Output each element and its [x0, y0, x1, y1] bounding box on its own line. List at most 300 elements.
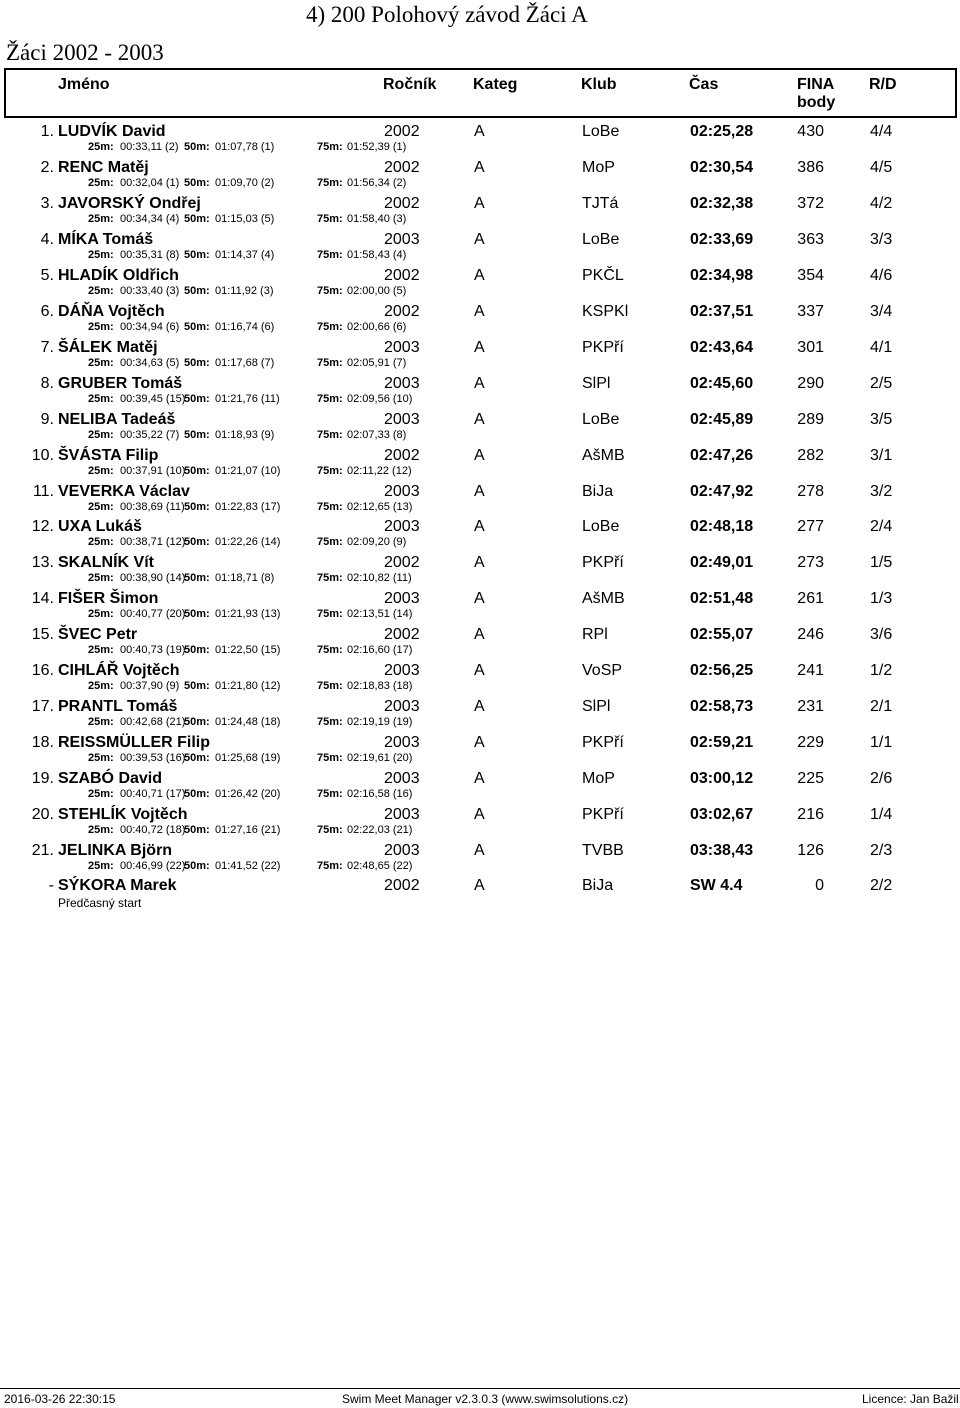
result-name: MÍKA Tomáš — [58, 231, 154, 248]
result-name: NELIBA Tadeáš — [58, 411, 176, 428]
result-category: A — [474, 303, 485, 320]
result-year: 2003 — [384, 339, 420, 356]
split-value-25: 00:34,94 (6) — [120, 321, 180, 333]
result-time: 02:47,92 — [690, 483, 754, 500]
result-club: LoBe — [582, 123, 620, 140]
split-label-50: 50m: — [184, 429, 210, 441]
split-label-75: 75m: — [317, 860, 343, 872]
result-category: A — [474, 159, 485, 176]
split-label-50: 50m: — [184, 644, 210, 656]
result-points: 289 — [797, 411, 824, 428]
result-rank: 14. — [31, 590, 54, 607]
result-year: 2002 — [384, 267, 420, 284]
result-points: 246 — [797, 626, 824, 643]
result-time: 02:33,69 — [690, 231, 754, 248]
split-label-75: 75m: — [317, 824, 343, 836]
result-points: 231 — [797, 698, 824, 715]
col-header-year: Ročník — [383, 76, 437, 93]
result-rank: 6. — [40, 303, 54, 320]
split-value-50: 01:27,16 (21) — [215, 824, 281, 836]
result-rd: 4/4 — [870, 123, 893, 140]
result-year: 2002 — [384, 877, 420, 894]
col-header-rd: R/D — [869, 76, 897, 93]
split-value-25: 00:39,53 (16) — [120, 752, 186, 764]
result-club: BiJa — [582, 877, 614, 894]
result-rd: 3/1 — [870, 447, 893, 464]
split-value-50: 01:25,68 (19) — [215, 752, 281, 764]
result-rank: 21. — [31, 842, 54, 859]
result-name: CIHLÁŘ Vojtěch — [58, 662, 180, 679]
split-value-50: 01:09,70 (2) — [215, 177, 275, 189]
split-label-25: 25m: — [88, 465, 114, 477]
split-label-75: 75m: — [317, 501, 343, 513]
result-name: JAVORSKÝ Ondřej — [58, 195, 201, 212]
split-value-75: 02:00,66 (6) — [347, 321, 407, 333]
split-value-25: 00:39,45 (15) — [120, 393, 186, 405]
split-label-50: 50m: — [184, 788, 210, 800]
result-rd: 3/5 — [870, 411, 893, 428]
result-category: A — [474, 411, 485, 428]
result-category: A — [474, 734, 485, 751]
col-header-time: Čas — [689, 76, 719, 93]
split-label-75: 75m: — [317, 429, 343, 441]
split-value-50: 01:21,07 (10) — [215, 465, 281, 477]
result-year: 2002 — [384, 447, 420, 464]
result-rank: 2. — [40, 159, 54, 176]
result-name: RENC Matěj — [58, 159, 149, 176]
result-time: 02:56,25 — [690, 662, 754, 679]
result-points: 430 — [797, 123, 824, 140]
split-label-25: 25m: — [88, 393, 114, 405]
result-year: 2002 — [384, 554, 420, 571]
result-time: 02:55,07 — [690, 626, 754, 643]
split-value-50: 01:14,37 (4) — [215, 249, 275, 261]
result-category: A — [474, 662, 485, 679]
split-label-50: 50m: — [184, 141, 210, 153]
split-value-75: 02:19,19 (19) — [347, 716, 413, 728]
result-year: 2003 — [384, 231, 420, 248]
result-year: 2003 — [384, 483, 420, 500]
result-time: 03:00,12 — [690, 770, 754, 787]
result-category: A — [474, 590, 485, 607]
split-value-75: 02:11,22 (12) — [347, 465, 412, 477]
result-time: SW 4.4 — [690, 877, 743, 894]
result-rank: 19. — [31, 770, 54, 787]
result-club: PKPří — [582, 734, 624, 751]
result-time: 02:51,48 — [690, 590, 754, 607]
result-rd: 2/4 — [870, 518, 893, 535]
split-value-75: 02:12,65 (13) — [347, 501, 413, 513]
result-year: 2003 — [384, 518, 420, 535]
split-value-25: 00:33,40 (3) — [120, 285, 180, 297]
split-value-25: 00:40,73 (19) — [120, 644, 186, 656]
result-category: A — [474, 698, 485, 715]
split-value-75: 02:19,61 (20) — [347, 752, 413, 764]
split-label-50: 50m: — [184, 321, 210, 333]
result-rank: 11. — [32, 483, 54, 500]
result-year: 2003 — [384, 770, 420, 787]
split-label-50: 50m: — [184, 177, 210, 189]
result-category: A — [474, 626, 485, 643]
result-category: A — [474, 554, 485, 571]
result-rd: 1/4 — [870, 806, 893, 823]
result-time: 02:47,26 — [690, 447, 754, 464]
split-label-75: 75m: — [317, 536, 343, 548]
split-label-25: 25m: — [88, 321, 114, 333]
result-points: 273 — [797, 554, 824, 571]
split-value-25: 00:38,69 (11) — [120, 501, 185, 513]
result-club: AšMB — [582, 590, 625, 607]
result-rd: 3/3 — [870, 231, 893, 248]
result-rank: 1. — [40, 123, 54, 140]
result-year: 2003 — [384, 842, 420, 859]
result-club: VoSP — [582, 662, 623, 679]
split-value-25: 00:46,99 (22) — [120, 860, 186, 872]
result-rd: 3/2 — [870, 483, 893, 500]
split-value-25: 00:37,90 (9) — [120, 680, 180, 692]
result-name: JELINKA Björn — [58, 842, 173, 859]
event-title: 4) 200 Polohový závod Žáci A — [306, 2, 588, 27]
footer-datetime: 2016-03-26 22:30:15 — [4, 1392, 116, 1406]
footer-software: Swim Meet Manager v2.3.0.3 (www.swimsolutions.cz) — [342, 1392, 629, 1406]
split-label-75: 75m: — [317, 572, 343, 584]
result-category: A — [474, 339, 485, 356]
split-value-25: 00:35,31 (8) — [120, 249, 180, 261]
split-value-50: 01:22,50 (15) — [215, 644, 281, 656]
result-time: 02:25,28 — [690, 123, 754, 140]
split-label-75: 75m: — [317, 716, 343, 728]
split-value-75: 02:13,51 (14) — [347, 608, 413, 620]
result-time: 02:30,54 — [690, 159, 754, 176]
result-club: PKPří — [582, 554, 624, 571]
split-value-50: 01:18,93 (9) — [215, 429, 275, 441]
split-label-75: 75m: — [317, 249, 343, 261]
result-rank: 13. — [31, 554, 54, 571]
split-value-75: 02:10,82 (11) — [347, 572, 412, 584]
result-rd: 1/3 — [870, 590, 893, 607]
result-year: 2003 — [384, 411, 420, 428]
split-label-25: 25m: — [88, 644, 114, 656]
split-label-75: 75m: — [317, 213, 343, 225]
result-rd: 1/2 — [870, 662, 893, 679]
split-value-50: 01:21,93 (13) — [215, 608, 281, 620]
result-rd: 2/1 — [870, 698, 893, 715]
result-time: 02:59,21 — [690, 734, 754, 751]
result-rank: 17. — [31, 698, 54, 715]
result-points: 386 — [797, 159, 824, 176]
split-label-50: 50m: — [184, 357, 210, 369]
result-club: KSPKl — [582, 303, 629, 320]
split-value-75: 02:18,83 (18) — [347, 680, 413, 692]
footer-rule — [0, 1388, 960, 1389]
split-label-25: 25m: — [88, 285, 114, 297]
result-year: 2003 — [384, 734, 420, 751]
col-header-fina-line1: FINA — [797, 76, 835, 93]
result-year: 2002 — [384, 159, 420, 176]
split-value-50: 01:15,03 (5) — [215, 213, 275, 225]
split-label-50: 50m: — [184, 536, 210, 548]
split-label-75: 75m: — [317, 752, 343, 764]
result-rd: 3/6 — [870, 626, 893, 643]
result-rd: 2/3 — [870, 842, 893, 859]
result-club: SlPl — [582, 698, 611, 715]
result-category: A — [474, 842, 485, 859]
result-name: ŠVÁSTA Filip — [58, 447, 159, 464]
result-time: 02:43,64 — [690, 339, 754, 356]
col-header-club: Klub — [581, 76, 617, 93]
result-time: 03:38,43 — [690, 842, 754, 859]
result-name: DÁŇA Vojtěch — [58, 303, 165, 320]
result-rd: 4/2 — [870, 195, 893, 212]
split-label-25: 25m: — [88, 860, 114, 872]
split-label-75: 75m: — [317, 393, 343, 405]
split-value-75: 01:52,39 (1) — [347, 141, 407, 153]
col-header-fina — [797, 76, 835, 112]
split-value-50: 01:24,48 (18) — [215, 716, 281, 728]
result-category: A — [474, 806, 485, 823]
result-rank: - — [48, 877, 54, 894]
result-club: TVBB — [582, 842, 624, 859]
result-rd: 1/5 — [870, 554, 893, 571]
result-name: REISSMÜLLER Filip — [58, 734, 210, 751]
result-name: UXA Lukáš — [58, 518, 142, 535]
result-year: 2003 — [384, 806, 420, 823]
split-label-50: 50m: — [184, 752, 210, 764]
dsq-note: Předčasný start — [58, 896, 142, 910]
result-time: 02:45,89 — [690, 411, 754, 428]
split-value-50: 01:41,52 (22) — [215, 860, 281, 872]
result-category: A — [474, 518, 485, 535]
result-club: MoP — [582, 159, 615, 176]
split-value-25: 00:37,91 (10) — [120, 465, 186, 477]
result-rd: 4/5 — [870, 159, 893, 176]
split-label-25: 25m: — [88, 177, 114, 189]
result-year: 2003 — [384, 375, 420, 392]
result-club: BiJa — [582, 483, 614, 500]
result-points: 290 — [797, 375, 824, 392]
split-label-50: 50m: — [184, 572, 210, 584]
split-label-25: 25m: — [88, 141, 114, 153]
col-header-fina-line2: body — [797, 94, 836, 111]
category-title: Žáci 2002 - 2003 — [6, 40, 164, 65]
result-category: A — [474, 123, 485, 140]
split-value-75: 01:58,40 (3) — [347, 213, 407, 225]
split-label-50: 50m: — [184, 393, 210, 405]
result-year: 2002 — [384, 626, 420, 643]
split-value-75: 02:48,65 (22) — [347, 860, 413, 872]
result-time: 02:48,18 — [690, 518, 754, 535]
split-value-50: 01:17,68 (7) — [215, 357, 275, 369]
split-value-25: 00:32,04 (1) — [120, 177, 180, 189]
split-label-50: 50m: — [184, 501, 210, 513]
result-club: TJTá — [582, 195, 619, 212]
split-label-25: 25m: — [88, 249, 114, 261]
result-rd: 4/1 — [870, 339, 893, 356]
result-name: GRUBER Tomáš — [58, 375, 183, 392]
result-points: 278 — [797, 483, 824, 500]
result-rank: 12. — [31, 518, 54, 535]
result-name: HLADÍK Oldřich — [58, 267, 179, 284]
result-name: ŠVEC Petr — [58, 626, 138, 643]
split-value-25: 00:35,22 (7) — [120, 429, 180, 441]
result-rank: 8. — [40, 375, 54, 392]
result-points: 354 — [797, 267, 824, 284]
split-value-50: 01:16,74 (6) — [215, 321, 275, 333]
split-label-75: 75m: — [317, 321, 343, 333]
result-points: 337 — [797, 303, 824, 320]
result-points: 0 — [815, 877, 824, 894]
result-category: A — [474, 877, 485, 894]
split-label-25: 25m: — [88, 680, 114, 692]
result-rank: 16. — [31, 662, 54, 679]
split-label-50: 50m: — [184, 680, 210, 692]
split-label-25: 25m: — [88, 572, 114, 584]
split-value-25: 00:33,11 (2) — [120, 141, 179, 153]
split-value-75: 02:09,56 (10) — [347, 393, 413, 405]
result-year: 2003 — [384, 662, 420, 679]
split-label-25: 25m: — [88, 501, 114, 513]
result-club: RPl — [582, 626, 608, 643]
result-name: ŠÁLEK Matěj — [58, 339, 158, 356]
result-rd: 1/1 — [870, 734, 893, 751]
split-label-25: 25m: — [88, 536, 114, 548]
result-points: 241 — [797, 662, 824, 679]
split-label-75: 75m: — [317, 788, 343, 800]
split-value-25: 00:34,63 (5) — [120, 357, 180, 369]
result-rank: 10. — [31, 447, 54, 464]
split-value-75: 02:00,00 (5) — [347, 285, 407, 297]
split-value-75: 02:16,60 (17) — [347, 644, 413, 656]
split-value-75: 02:09,20 (9) — [347, 536, 407, 548]
split-label-75: 75m: — [317, 357, 343, 369]
result-club: LoBe — [582, 411, 620, 428]
result-name: STEHLÍK Vojtěch — [58, 806, 188, 823]
split-value-50: 01:21,80 (12) — [215, 680, 281, 692]
split-value-50: 01:21,76 (11) — [215, 393, 280, 405]
split-value-75: 02:16,58 (16) — [347, 788, 413, 800]
split-label-25: 25m: — [88, 824, 114, 836]
split-value-75: 01:58,43 (4) — [347, 249, 407, 261]
result-category: A — [474, 231, 485, 248]
split-value-50: 01:18,71 (8) — [215, 572, 275, 584]
result-points: 301 — [797, 339, 824, 356]
split-label-75: 75m: — [317, 285, 343, 297]
col-header-name: Jméno — [58, 76, 110, 93]
result-rank: 20. — [31, 806, 54, 823]
result-club: PKPří — [582, 806, 624, 823]
result-rd: 2/6 — [870, 770, 893, 787]
split-label-50: 50m: — [184, 285, 210, 297]
split-label-25: 25m: — [88, 357, 114, 369]
footer-licence: Licence: Jan Bažil — [862, 1392, 959, 1406]
split-label-50: 50m: — [184, 465, 210, 477]
result-time: 02:58,73 — [690, 698, 754, 715]
split-label-75: 75m: — [317, 465, 343, 477]
result-rd: 2/5 — [870, 375, 893, 392]
result-rd: 4/6 — [870, 267, 893, 284]
result-rd: 3/4 — [870, 303, 893, 320]
result-category: A — [474, 267, 485, 284]
result-name: LUDVÍK David — [58, 123, 166, 140]
result-time: 03:02,67 — [690, 806, 754, 823]
result-name: SÝKORA Marek — [58, 877, 177, 894]
result-rank: 7. — [40, 339, 54, 356]
split-value-50: 01:22,83 (17) — [215, 501, 281, 513]
split-value-50: 01:11,92 (3) — [215, 285, 274, 297]
result-rank: 18. — [31, 734, 54, 751]
split-value-75: 02:07,33 (8) — [347, 429, 407, 441]
split-value-50: 01:22,26 (14) — [215, 536, 281, 548]
result-club: PKPří — [582, 339, 624, 356]
result-club: LoBe — [582, 231, 620, 248]
result-name: SKALNÍK Vít — [58, 554, 154, 571]
split-label-25: 25m: — [88, 213, 114, 225]
result-category: A — [474, 483, 485, 500]
result-points: 363 — [797, 231, 824, 248]
result-year: 2002 — [384, 123, 420, 140]
result-year: 2002 — [384, 195, 420, 212]
result-points: 282 — [797, 447, 824, 464]
split-label-75: 75m: — [317, 680, 343, 692]
result-points: 225 — [797, 770, 824, 787]
result-club: LoBe — [582, 518, 620, 535]
result-club: AšMB — [582, 447, 625, 464]
split-value-25: 00:38,71 (12) — [120, 536, 186, 548]
split-value-75: 01:56,34 (2) — [347, 177, 407, 189]
split-value-50: 01:07,78 (1) — [215, 141, 275, 153]
split-label-25: 25m: — [88, 752, 114, 764]
split-label-25: 25m: — [88, 788, 114, 800]
result-category: A — [474, 447, 485, 464]
result-category: A — [474, 195, 485, 212]
result-points: 126 — [797, 842, 824, 859]
result-name: VEVERKA Václav — [58, 483, 190, 500]
result-points: 229 — [797, 734, 824, 751]
result-time: 02:34,98 — [690, 267, 754, 284]
split-value-25: 00:34,34 (4) — [120, 213, 180, 225]
result-name: SZABÓ David — [58, 770, 163, 787]
result-category: A — [474, 770, 485, 787]
split-value-25: 00:42,68 (21) — [120, 716, 186, 728]
split-label-50: 50m: — [184, 824, 210, 836]
split-label-50: 50m: — [184, 249, 210, 261]
result-time: 02:45,60 — [690, 375, 754, 392]
split-value-50: 01:26,42 (20) — [215, 788, 281, 800]
result-year: 2002 — [384, 303, 420, 320]
result-club: PKČL — [582, 267, 624, 284]
result-points: 372 — [797, 195, 824, 212]
split-label-75: 75m: — [317, 141, 343, 153]
col-header-category: Kateg — [473, 76, 518, 93]
split-label-25: 25m: — [88, 608, 114, 620]
result-points: 261 — [797, 590, 824, 607]
split-label-25: 25m: — [88, 716, 114, 728]
result-rank: 15. — [31, 626, 54, 643]
result-points: 216 — [797, 806, 824, 823]
split-value-75: 02:05,91 (7) — [347, 357, 407, 369]
split-value-25: 00:40,71 (17) — [120, 788, 186, 800]
result-rank: 3. — [40, 195, 54, 212]
split-label-75: 75m: — [317, 608, 343, 620]
result-year: 2003 — [384, 698, 420, 715]
split-label-50: 50m: — [184, 213, 210, 225]
result-time: 02:32,38 — [690, 195, 754, 212]
split-label-50: 50m: — [184, 716, 210, 728]
split-value-25: 00:38,90 (14) — [120, 572, 186, 584]
result-club: SlPl — [582, 375, 611, 392]
split-value-25: 00:40,77 (20) — [120, 608, 186, 620]
result-name: FIŠER Šimon — [58, 590, 159, 607]
